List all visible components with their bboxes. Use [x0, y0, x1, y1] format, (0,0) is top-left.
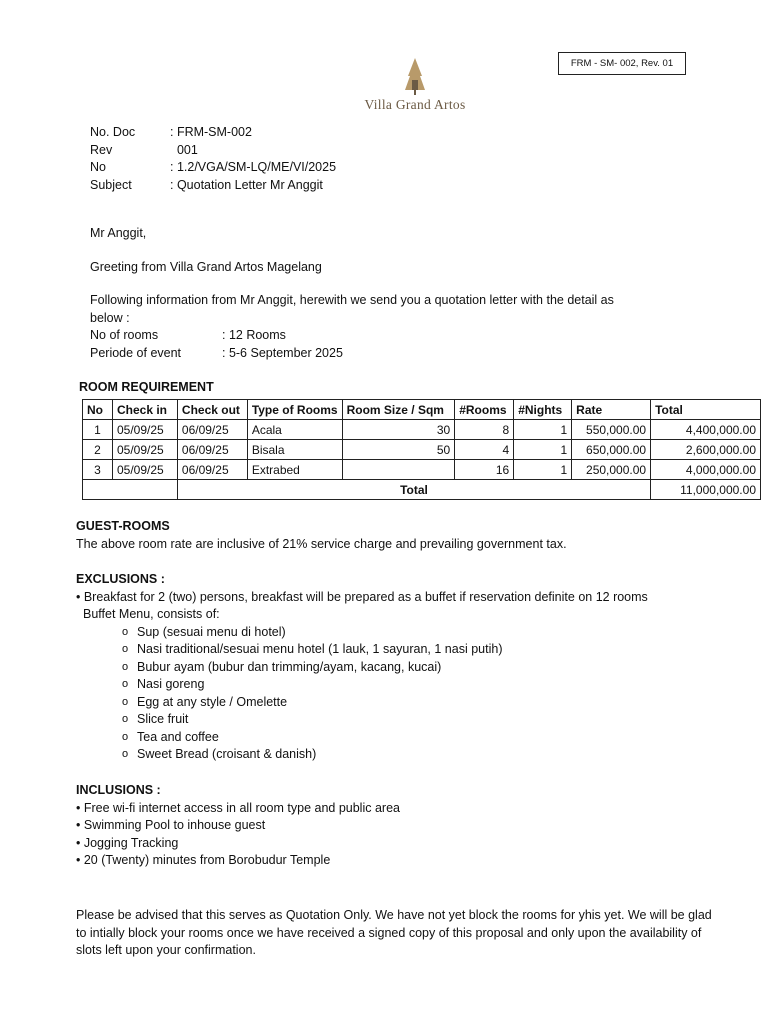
meta-key: No: [90, 160, 106, 174]
list-item: • 20 (Twenty) minutes from Borobudur Temple: [76, 852, 400, 870]
table-cell: 16: [455, 460, 514, 480]
column-header: Check in: [112, 400, 177, 420]
intro-line: below :: [90, 310, 130, 325]
column-header: No: [83, 400, 113, 420]
guest-rooms-text: The above room rate are inclusive of 21% service charge and prevailing government tax.: [76, 536, 567, 551]
inclusions-heading: INCLUSIONS :: [76, 783, 161, 797]
closing-line: Please be advised that this serves as Quotation Only. We have not yet block the rooms for yhis yet. We will be glad: [76, 908, 712, 922]
list-item: • Free wi-fi internet access in all room type and public area: [76, 800, 400, 818]
table-cell: 1: [83, 420, 113, 440]
intro-line: Following information from Mr Anggit, herewith we send you a quotation letter with the detail as: [90, 293, 614, 307]
table-cell: 4: [455, 440, 514, 460]
total-value: 11,000,000.00: [651, 480, 761, 500]
table-cell: 3: [83, 460, 113, 480]
guest-rooms-section: [76, 518, 567, 553]
list-item: o Nasi goreng: [122, 676, 648, 694]
detail-row: [90, 345, 614, 363]
table-cell: 2: [83, 440, 113, 460]
detail-value: : 12 Rooms: [222, 328, 286, 342]
list-item: o Tea and coffee: [122, 729, 648, 747]
table-cell: 1: [514, 440, 572, 460]
table-row: [83, 460, 761, 480]
room-requirement-table: [82, 399, 761, 500]
table-cell: 05/09/25: [112, 420, 177, 440]
list-item: o Egg at any style / Omelette: [122, 694, 648, 712]
table-cell: 4,400,000.00: [651, 420, 761, 440]
list-item: • Jogging Tracking: [76, 835, 400, 853]
table-cell: 50: [342, 440, 455, 460]
document-meta: [90, 124, 336, 194]
salutation: Mr Anggit,: [90, 226, 147, 240]
table-cell: 2,600,000.00: [651, 440, 761, 460]
column-header: Room Size / Sqm: [342, 400, 455, 420]
column-header: Rate: [572, 400, 651, 420]
inclusions-section: [76, 782, 400, 870]
table-cell: 550,000.00: [572, 420, 651, 440]
table-cell: 05/09/25: [112, 460, 177, 480]
table-cell: 06/09/25: [177, 420, 247, 440]
closing-line: slots left upon your confirmation.: [76, 943, 256, 957]
list-item: o Slice fruit: [122, 711, 648, 729]
table-cell: 1: [514, 420, 572, 440]
column-header: Check out: [177, 400, 247, 420]
table-row: [83, 440, 761, 460]
meta-row: [90, 177, 336, 195]
room-requirement-heading: ROOM REQUIREMENT: [79, 380, 214, 394]
table-cell: 06/09/25: [177, 440, 247, 460]
meta-key: Rev: [90, 142, 113, 157]
column-header: #Nights: [514, 400, 572, 420]
meta-row: [90, 142, 336, 160]
table-cell: 250,000.00: [572, 460, 651, 480]
hotel-logo-text: Villa Grand Artos: [364, 97, 466, 112]
table-cell: [83, 480, 178, 500]
intro-paragraph: [90, 292, 614, 362]
list-item: o Sweet Bread (croisant & danish): [122, 746, 648, 764]
table-cell: 4,000,000.00: [651, 460, 761, 480]
closing-line: to intially block your rooms once we have received a signed copy of this proposal and only upon the availability of: [76, 925, 702, 940]
table-header-row: [83, 400, 761, 420]
guest-rooms-heading: GUEST-ROOMS: [76, 519, 170, 533]
buffet-menu-list: [122, 624, 648, 764]
meta-value: : 1.2/VGA/SM-LQ/ME/VI/2025: [170, 160, 337, 174]
column-header: Type of Rooms: [247, 400, 342, 420]
list-item: o Nasi traditional/sesuai menu hotel (1 lauk, 1 sayuran, 1 nasi putih): [122, 641, 648, 659]
table-cell: Bisala: [247, 440, 342, 460]
meta-key: Subject: [90, 177, 132, 192]
buffet-menu-label: Buffet Menu, consists of:: [83, 607, 220, 621]
meta-value: : FRM-SM-002: [170, 125, 252, 139]
table-cell: Extrabed: [247, 460, 342, 480]
table-cell: 05/09/25: [112, 440, 177, 460]
meta-key: No. Doc: [90, 125, 136, 139]
exclusion-item: • Breakfast for 2 (two) persons, breakfast will be prepared as a buffet if reservation definite on 12 rooms: [76, 589, 648, 604]
form-reference-box: FRM - SM- 002, Rev. 01: [558, 52, 686, 75]
meta-row: [90, 124, 336, 142]
list-item: • Swimming Pool to inhouse guest: [76, 817, 400, 835]
detail-row: [90, 327, 614, 345]
total-label: Total: [177, 480, 650, 500]
list-item: o Bubur ayam (bubur dan trimming/ayam, kacang, kucai): [122, 659, 648, 677]
table-cell: 06/09/25: [177, 460, 247, 480]
inclusions-list: [76, 800, 400, 870]
exclusions-heading: EXCLUSIONS :: [76, 572, 165, 586]
meta-row: [90, 159, 336, 177]
exclusions-section: [76, 571, 648, 764]
detail-value: : 5-6 September 2025: [222, 345, 343, 360]
table-cell: 1: [514, 460, 572, 480]
table-total-row: [83, 480, 761, 500]
table-cell: 650,000.00: [572, 440, 651, 460]
table-cell: Acala: [247, 420, 342, 440]
table-cell: [342, 460, 455, 480]
table-cell: 8: [455, 420, 514, 440]
table-row: [83, 420, 761, 440]
list-item: o Sup (sesuai menu di hotel): [122, 624, 648, 642]
column-header: Total: [651, 400, 761, 420]
meta-value: : Quotation Letter Mr Anggit: [170, 177, 323, 192]
hotel-logo: [340, 56, 490, 113]
meta-value: 001: [170, 142, 198, 157]
greeting: Greeting from Villa Grand Artos Magelang: [90, 260, 322, 274]
closing-paragraph: [76, 907, 712, 960]
column-header: #Rooms: [455, 400, 514, 420]
villa-logo-icon: [403, 56, 427, 96]
detail-key: Periode of event: [90, 345, 182, 360]
detail-key: No of rooms: [90, 328, 159, 342]
table-cell: 30: [342, 420, 455, 440]
